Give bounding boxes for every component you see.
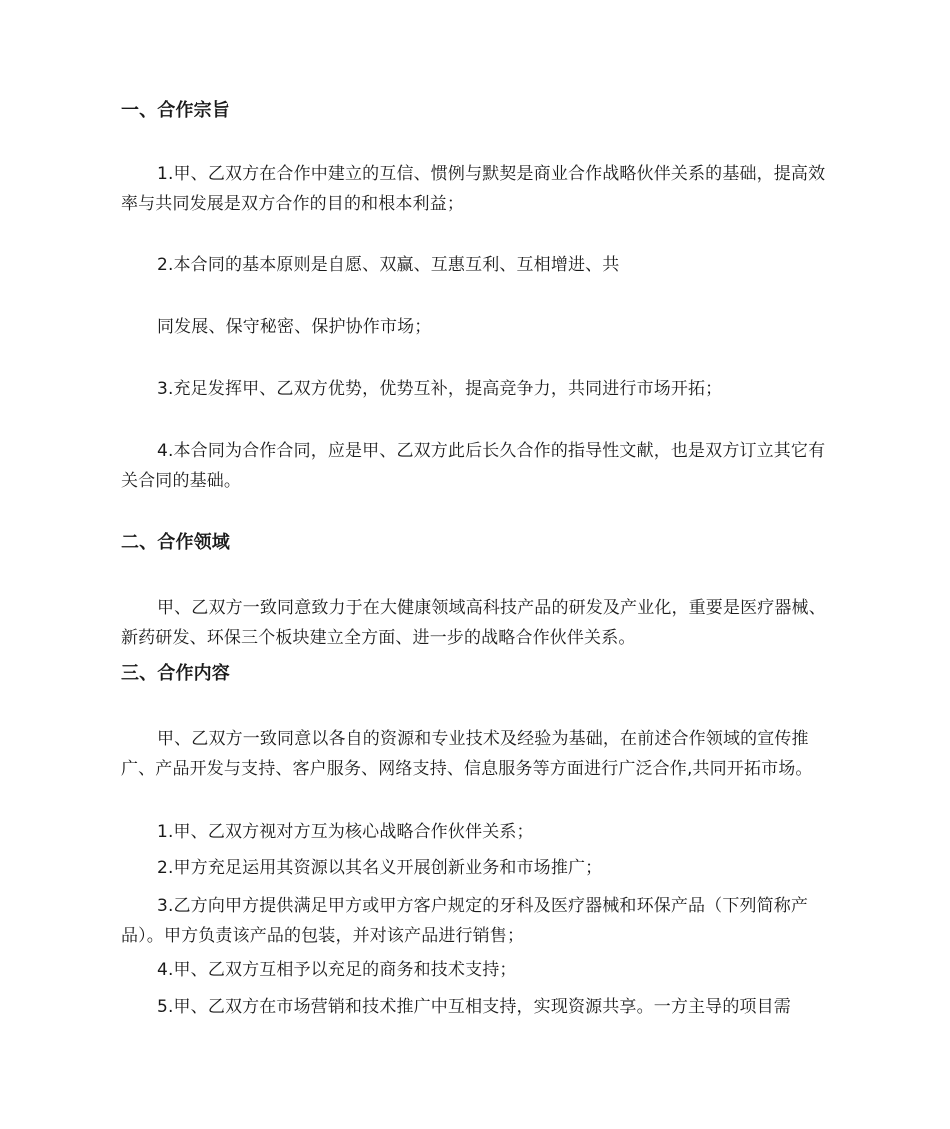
list-item-content-2: 2.甲方充足运用其资源以其名义开展创新业务和市场推广； [157, 858, 603, 878]
paragraph-purpose-3: 3.充足发挥甲、乙双方优势，优势互补，提高竞争力，共同进行市场开拓； [157, 379, 723, 399]
paragraph-purpose-1: 1.甲、乙双方在合作中建立的互信、惯例与默契是商业合作战略伙伴关系的基础，提高效率与共同发展是双方合作的目的和根本利益； [121, 164, 826, 214]
paragraph-purpose-4: 4.本合同为合作合同，应是甲、乙双方此后长久合作的指导性文献，也是双方订立其它有关合同的基础。 [121, 441, 826, 491]
list-item-content-4: 4.甲、乙双方互相予以充足的商务和技术支持； [157, 960, 517, 980]
paragraph-purpose-2-line2: 同发展、保守秘密、保护协作市场； [157, 317, 432, 337]
list-item-content-1: 1.甲、乙双方视对方互为核心战略合作伙伴关系； [157, 822, 534, 842]
section-heading-fields: 二、合作领域 [121, 532, 230, 553]
paragraph-purpose-2-line1: 2.本合同的基本原则是自愿、双赢、互惠互利、互相增进、共 [157, 255, 620, 275]
list-item-content-5: 5.甲、乙双方在市场营销和技术推广中互相支持，实现资源共享。一方主导的项目需 [157, 997, 791, 1017]
section-heading-purpose: 一、合作宗旨 [121, 100, 230, 121]
section-heading-content: 三、合作内容 [121, 663, 230, 684]
list-item-content-3: 3.乙方向甲方提供满足甲方或甲方客户规定的牙科及医疗器械和环保产品（下列简称产品）。甲方负责该产品的包装，并对该产品进行销售； [121, 896, 809, 946]
paragraph-fields: 甲、乙双方一致同意致力于在大健康领域高科技产品的研发及产业化，重要是医疗器械、新药研发、环保三个板块建立全方面、进一步的战略合作伙伴关系。 [121, 598, 826, 648]
paragraph-content-intro: 甲、乙双方一致同意以各自的资源和专业技术及经验为基础，在前述合作领域的宣传推广、产品开发与支持、客户服务、网络支持、信息服务等方面进行广泛合作,共同开拓市场。 [121, 729, 813, 779]
